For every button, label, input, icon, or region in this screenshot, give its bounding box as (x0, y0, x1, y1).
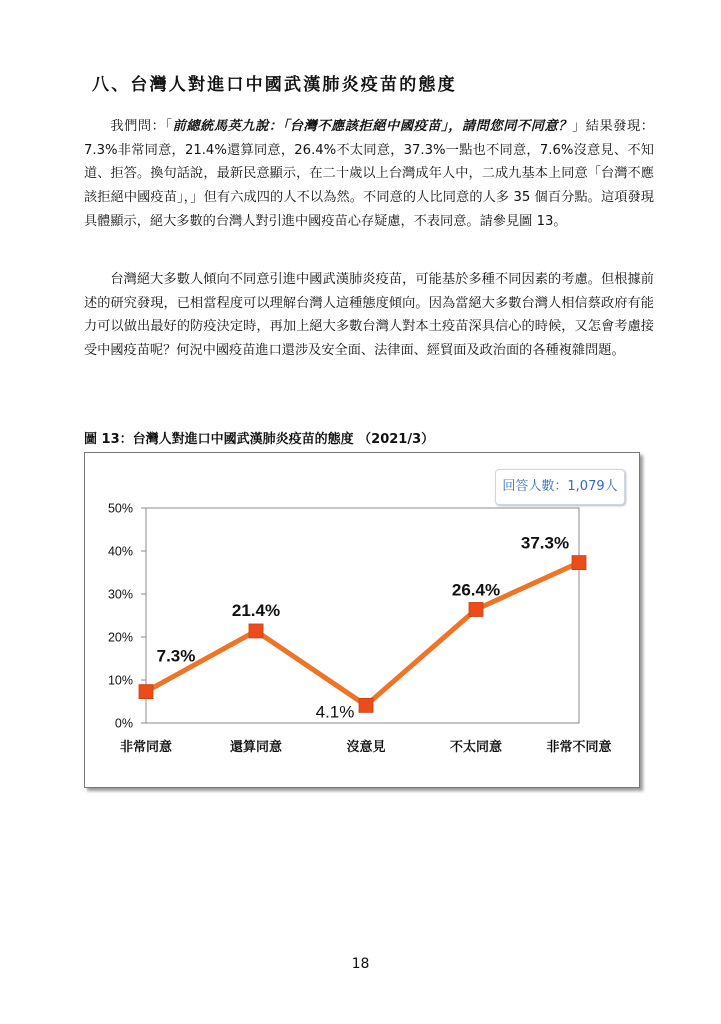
y-tick-label: 20% (107, 630, 133, 645)
y-tick-label: 40% (107, 544, 133, 559)
series-line (146, 563, 579, 706)
paragraph-result-text: 」結果發現：7.3%非常同意，21.4%還算同意，26.4%不太同意，37.3%一點也不同意，7.6%沒意見、不知道、拒答。換句話說，最新民意顯示，在二十歲以上台灣成年人中，二成九基本上同意「台灣不應該拒絕中國疫苗」，」但有六成四的人不以為然。不同意的人比同意的人多 35 個百分點。這項發現具體顯示，絕大多數的台灣人對引進中國疫苗心存疑慮，不表同意。請參見圖 13。 (84, 119, 654, 229)
data-point-marker (249, 624, 263, 638)
x-tick-label: 還算同意 (229, 740, 283, 755)
y-tick-label: 10% (107, 673, 133, 688)
x-tick-label: 不太同意 (449, 740, 503, 755)
y-tick-label: 30% (107, 587, 133, 602)
paragraph-analysis: 台灣絕大多數人傾向不同意引進中國武漢肺炎疫苗，可能基於多種不同因素的考慮。但根據前述的研究發現，已相當程度可以理解台灣人這種態度傾向。因為當絕大多數台灣人相信蔡政府有能力可以做出最好的防疫決定時，再加上絕大多數台灣人對本土疫苗深具信心的時候，又怎會考慮接受中國疫苗呢？何況中國疫苗進口還涉及安全面、法律面、經貿面及政治面的各種複雜問題。 (84, 272, 654, 359)
data-label: 4.1% (315, 702, 355, 722)
section-title: 八、台灣人對進口中國武漢肺炎疫苗的態度 (92, 75, 457, 95)
y-tick-label: 50% (107, 501, 133, 516)
paragraph-survey-result (84, 115, 654, 234)
x-tick-label: 非常不同意 (546, 740, 612, 755)
data-label: 21.4% (231, 600, 281, 620)
x-tick-label: 非常同意 (119, 740, 173, 755)
data-label: 7.3% (156, 646, 196, 666)
data-label: 26.4% (451, 580, 501, 600)
respondent-count: 回答人數：1,079人 (495, 469, 625, 505)
survey-question: 前總統馬英九說：「台灣不應該拒絕中國疫苗」，請問您同不同意？ (172, 119, 573, 134)
paragraph-intro: 我們問：「 (110, 119, 173, 134)
data-point-marker (572, 556, 586, 570)
data-point-marker (139, 685, 153, 699)
data-label: 37.3% (520, 533, 570, 553)
chart-frame (84, 452, 640, 788)
x-tick-label: 沒意見 (346, 740, 386, 755)
y-tick-label: 0% (114, 716, 133, 731)
data-point-marker (359, 698, 373, 712)
page-number: 18 (351, 956, 370, 972)
figure-caption: 圖 13：台灣人對進口中國武漢肺炎疫苗的態度 （2021/3） (84, 432, 435, 447)
data-point-marker (469, 602, 483, 616)
plot-area-border (146, 508, 579, 723)
